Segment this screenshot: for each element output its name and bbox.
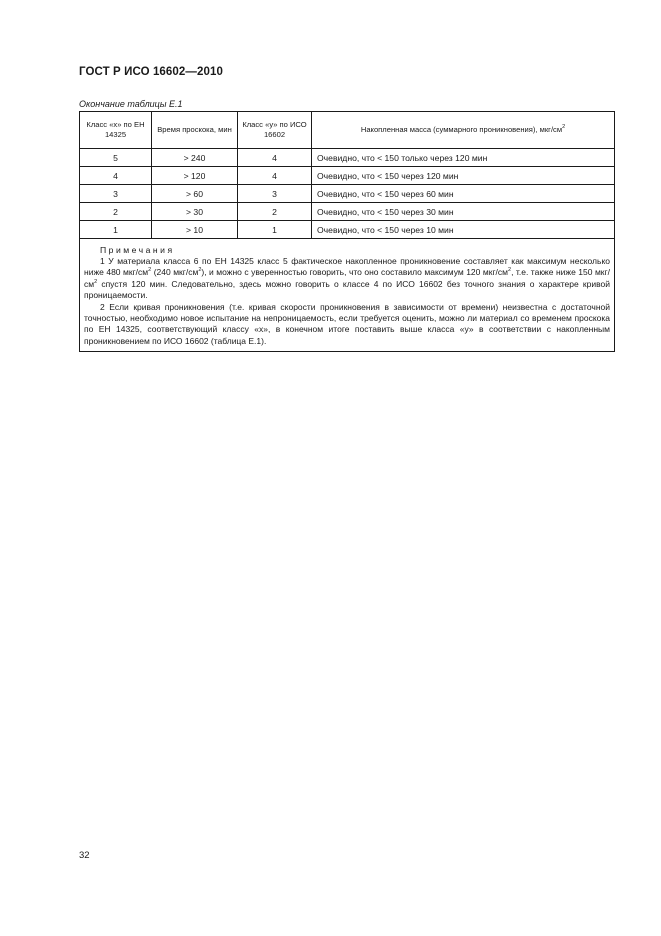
- note-1-text: ), и можно с уверенностью говорить, что оно составило максимум 120 мкг/см: [201, 267, 508, 278]
- table-row: [80, 203, 615, 221]
- cell-time: > 120: [152, 167, 238, 185]
- table-row: [80, 167, 615, 185]
- note-1-superscript: 2: [198, 267, 202, 274]
- cell-mass: Очевидно, что < 150 только через 120 мин: [312, 149, 615, 167]
- cell-mass: Очевидно, что < 150 через 30 мин: [312, 203, 615, 221]
- cell-class-y: 3: [238, 185, 312, 203]
- note-1: [84, 256, 610, 302]
- table-notes-row: [80, 239, 615, 352]
- table-row: [80, 149, 615, 167]
- notes-heading: Примечания: [100, 245, 175, 255]
- note-1-text: спустя 120 мин. Следовательно, здесь можно говорить о классе 4 по ИСО 16602 без точного знания о характере кривой проницаемости.: [84, 278, 610, 301]
- column-header-breakthrough-time: Время проскока, мин: [152, 112, 238, 149]
- note-1-superscript: 2: [94, 278, 98, 285]
- cell-class-y: 1: [238, 221, 312, 239]
- note-2: 2 Если кривая проникновения (т.е. кривая скорости проникновения в зависимости от времени) неизвестна с достаточной точностью, необходимо новое испытание на непроницаемость, если требуется оценить, можно ли материал со временем проскока по ЕН 14325, соответствующий классу «х», в конечном итоге поставить выше класса «у» в соответствии с накопленным проникновением по ИСО 16602 (таблица Е.1).: [84, 301, 610, 346]
- cell-class-y: 2: [238, 203, 312, 221]
- note-1-superscript: 2: [148, 267, 152, 274]
- permeation-class-table: [79, 111, 615, 352]
- note-1-text: 1 У материала класса 6 по ЕН 14325 класс 5 фактическое накопленное проникновение составляет как максимум несколько ниже 480 мкг/см: [84, 256, 610, 278]
- page-header-standard: ГОСТ Р ИСО 16602—2010: [79, 66, 224, 78]
- cell-class-x: 5: [80, 149, 152, 167]
- column-header-superscript: 2: [562, 124, 566, 130]
- table-header-row: [80, 112, 615, 149]
- note-1-superscript: 2: [508, 267, 512, 274]
- cell-class-x: 3: [80, 185, 152, 203]
- table-caption: Окончание таблицы Е.1: [79, 99, 183, 109]
- cell-mass: Очевидно, что < 150 через 120 мин: [312, 167, 615, 185]
- column-header-cumulative-mass-text: Накопленная масса (суммарного проникновения), мкг/см: [360, 125, 563, 134]
- cell-time: > 30: [152, 203, 238, 221]
- note-1-text: (240 мкг/см: [151, 267, 199, 278]
- cell-time: > 60: [152, 185, 238, 203]
- cell-mass: Очевидно, что < 150 через 10 мин: [312, 221, 615, 239]
- table-row: [80, 185, 615, 203]
- cell-class-y: 4: [238, 167, 312, 185]
- table-row: [80, 221, 615, 239]
- cell-class-x: 4: [80, 167, 152, 185]
- cell-time: > 240: [152, 149, 238, 167]
- column-header-class-y: Класс «у» по ИСО 16602: [238, 112, 312, 149]
- note-1-text: , т.е. также ниже 150 мкг/см: [84, 267, 610, 289]
- cell-class-y: 4: [238, 149, 312, 167]
- column-header-cumulative-mass: [312, 112, 615, 149]
- table-notes-cell: [80, 239, 615, 352]
- cell-class-x: 2: [80, 203, 152, 221]
- cell-class-x: 1: [80, 221, 152, 239]
- page-number: 32: [79, 850, 90, 861]
- cell-mass: Очевидно, что < 150 через 60 мин: [312, 185, 615, 203]
- column-header-class-x: Класс «х» по ЕН 14325: [80, 112, 152, 149]
- cell-time: > 10: [152, 221, 238, 239]
